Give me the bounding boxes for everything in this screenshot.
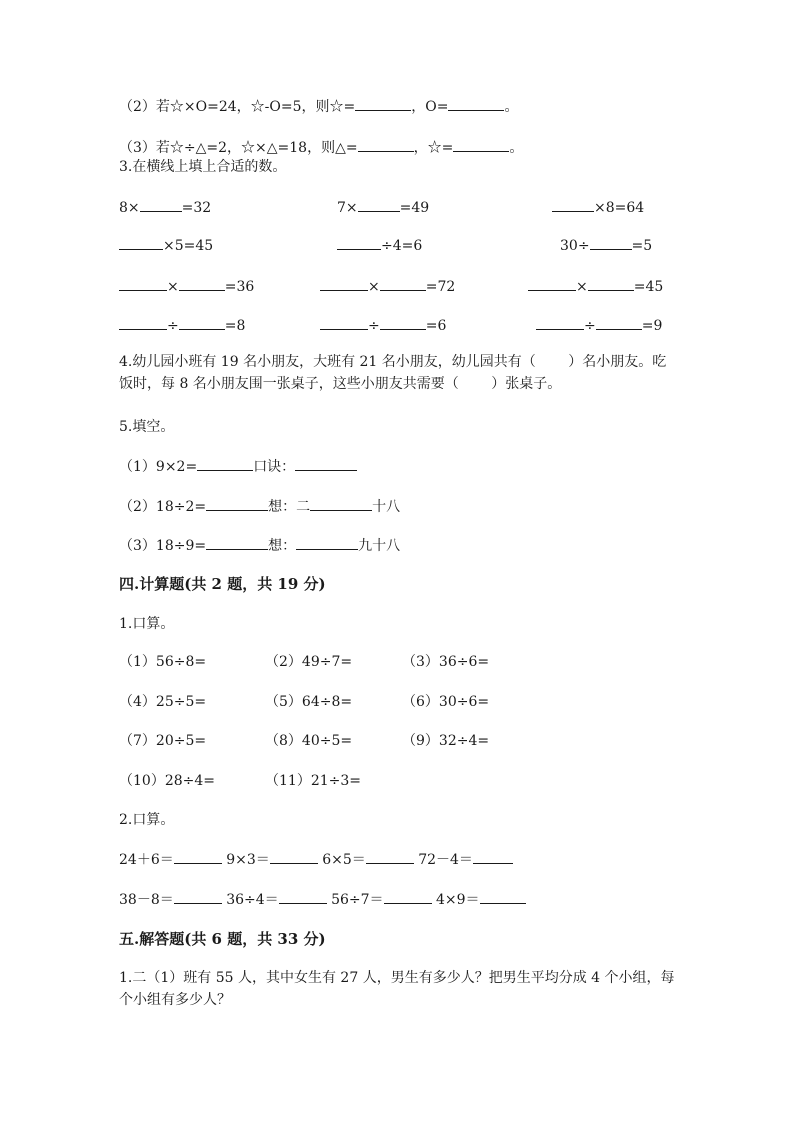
expr: 9×3＝: [226, 852, 270, 868]
answer-blank[interactable]: [179, 276, 225, 291]
expr: 30÷: [560, 238, 590, 254]
problem-5-title: 5.填空。: [119, 419, 175, 435]
answer-blank[interactable]: [206, 535, 268, 550]
answer-blank[interactable]: [206, 496, 268, 511]
fill-item: [337, 197, 429, 218]
fill-item: [552, 197, 644, 218]
expr: 十八: [372, 499, 401, 515]
answer-blank[interactable]: [536, 315, 584, 330]
fill-item: [119, 235, 213, 256]
expr: ÷: [368, 318, 380, 334]
question-text: ，☆=: [413, 140, 454, 156]
fill-item: [119, 276, 254, 297]
fill-item: [119, 197, 211, 218]
answer-blank[interactable]: [588, 276, 634, 291]
expr: 4×9＝: [436, 892, 480, 908]
answer-blank[interactable]: [119, 235, 163, 250]
fill-item: [536, 315, 662, 336]
answer-blank[interactable]: [140, 197, 182, 212]
fill-item: [119, 315, 245, 336]
expr: ÷4=6: [381, 238, 423, 254]
expr: 36÷4＝: [226, 892, 279, 908]
problem-3-title: 3.在横线上填上合适的数。: [119, 159, 287, 175]
expr: 口诀：: [253, 459, 296, 475]
problem-5-1: [119, 456, 357, 477]
expr: （1）9×2=: [119, 459, 198, 475]
section-5-q1: 1.二（1）班有 55 人，其中女生有 27 人，男生有多少人？把男生平均分成 4 个小组，每个小组有多少人？: [119, 970, 675, 1008]
expr: ×8=64: [594, 200, 645, 216]
answer-blank[interactable]: [480, 889, 526, 904]
answer-blank[interactable]: [320, 315, 368, 330]
expr: =49: [399, 200, 430, 216]
expr: 38－8＝: [119, 892, 174, 908]
expr: ×: [576, 279, 588, 295]
answer-blank[interactable]: [310, 496, 372, 511]
expr: 7×: [337, 200, 358, 216]
fill-item: [337, 235, 422, 256]
answer-blank[interactable]: [358, 197, 400, 212]
answer-blank[interactable]: [596, 315, 642, 330]
expr: =72: [425, 279, 456, 295]
answer-blank[interactable]: [337, 235, 381, 250]
section-4-q2-title: 2.口算。: [119, 812, 175, 828]
answer-blank[interactable]: [320, 276, 368, 291]
answer-blank[interactable]: [119, 315, 167, 330]
expr: ×: [368, 279, 380, 295]
expr: =9: [641, 318, 663, 334]
expr: 24＋6＝: [119, 852, 174, 868]
answer-blank[interactable]: [270, 849, 318, 864]
expr: ×: [167, 279, 179, 295]
answer-blank[interactable]: [528, 276, 576, 291]
answer-blank[interactable]: [552, 197, 594, 212]
calc-item: （11）21÷3=: [265, 773, 361, 789]
fill-item: [528, 276, 663, 297]
problem-5-2: [119, 496, 400, 517]
expr: =45: [633, 279, 664, 295]
calc-item: （2）49÷7=: [265, 654, 353, 670]
oral-row-1: [119, 849, 513, 870]
fill-item: [320, 276, 455, 297]
expr: 6×5＝: [322, 852, 366, 868]
answer-blank[interactable]: [119, 276, 167, 291]
expr: ×5=45: [163, 238, 214, 254]
expr: =36: [224, 279, 255, 295]
answer-blank[interactable]: [380, 276, 426, 291]
oral-row-2: [119, 889, 526, 910]
expr: 九十八: [358, 538, 401, 554]
answer-blank[interactable]: [296, 535, 358, 550]
question-text: 。: [509, 140, 524, 156]
section-4-title: 四.计算题(共 2 题，共 19 分): [119, 575, 326, 593]
answer-blank[interactable]: [366, 849, 414, 864]
expr: （2）18÷2=: [119, 499, 207, 515]
calc-item: （10）28÷4=: [119, 773, 215, 789]
answer-blank[interactable]: [197, 456, 253, 471]
answer-blank[interactable]: [174, 849, 222, 864]
expr: =32: [181, 200, 212, 216]
expr: 想：: [268, 538, 297, 554]
section-4-q1-title: 1.口算。: [119, 616, 175, 632]
calc-item: （7）20÷5=: [119, 733, 207, 749]
expr: 8×: [119, 200, 140, 216]
expr: 想：二: [268, 499, 311, 515]
expr: （3）18÷9=: [119, 538, 207, 554]
calc-item: （1）56÷8=: [119, 654, 207, 670]
fill-item: [560, 235, 652, 256]
answer-blank[interactable]: [179, 315, 225, 330]
question-text: （3）若☆÷△=2，☆×△=18，则△=: [119, 140, 358, 156]
answer-blank[interactable]: [590, 235, 632, 250]
question-text: ，O=: [411, 99, 449, 115]
expr: 72－4＝: [418, 852, 473, 868]
problem-5-3: [119, 535, 400, 556]
problem-4-text: 4.幼儿园小班有 19 名小朋友，大班有 21 名小朋友，幼儿园共有（ ）名小朋友。吃饭时，每 8 名小朋友围一张桌子，这些小朋友共需要（ ）张桌子。: [119, 354, 667, 392]
fill-item: [320, 315, 446, 336]
calc-item: （5）64÷8=: [265, 694, 353, 710]
answer-blank[interactable]: [473, 849, 513, 864]
expr: =6: [425, 318, 447, 334]
answer-blank[interactable]: [174, 889, 222, 904]
question-text: （2）若☆×O=24，☆-O=5，则☆=: [119, 99, 356, 115]
answer-blank[interactable]: [279, 889, 327, 904]
question-3-2: [119, 96, 518, 117]
question-text: 。: [504, 99, 519, 115]
calc-item: （3）36÷6=: [402, 654, 490, 670]
expr: ÷: [584, 318, 596, 334]
calc-item: （4）25÷5=: [119, 694, 207, 710]
expr: 56÷7＝: [331, 892, 384, 908]
answer-blank[interactable]: [384, 889, 432, 904]
answer-blank[interactable]: [453, 137, 509, 152]
expr: =8: [224, 318, 246, 334]
answer-blank[interactable]: [295, 456, 357, 471]
expr: ÷: [167, 318, 179, 334]
question-3-3: [119, 137, 523, 158]
calc-item: （9）32÷4=: [402, 733, 490, 749]
answer-blank[interactable]: [358, 137, 414, 152]
calc-item: （6）30÷6=: [402, 694, 490, 710]
answer-blank[interactable]: [355, 96, 411, 111]
answer-blank[interactable]: [380, 315, 426, 330]
calc-item: （8）40÷5=: [265, 733, 353, 749]
answer-blank[interactable]: [448, 96, 504, 111]
expr: =5: [631, 238, 653, 254]
section-5-title: 五.解答题(共 6 题，共 33 分): [119, 930, 326, 948]
